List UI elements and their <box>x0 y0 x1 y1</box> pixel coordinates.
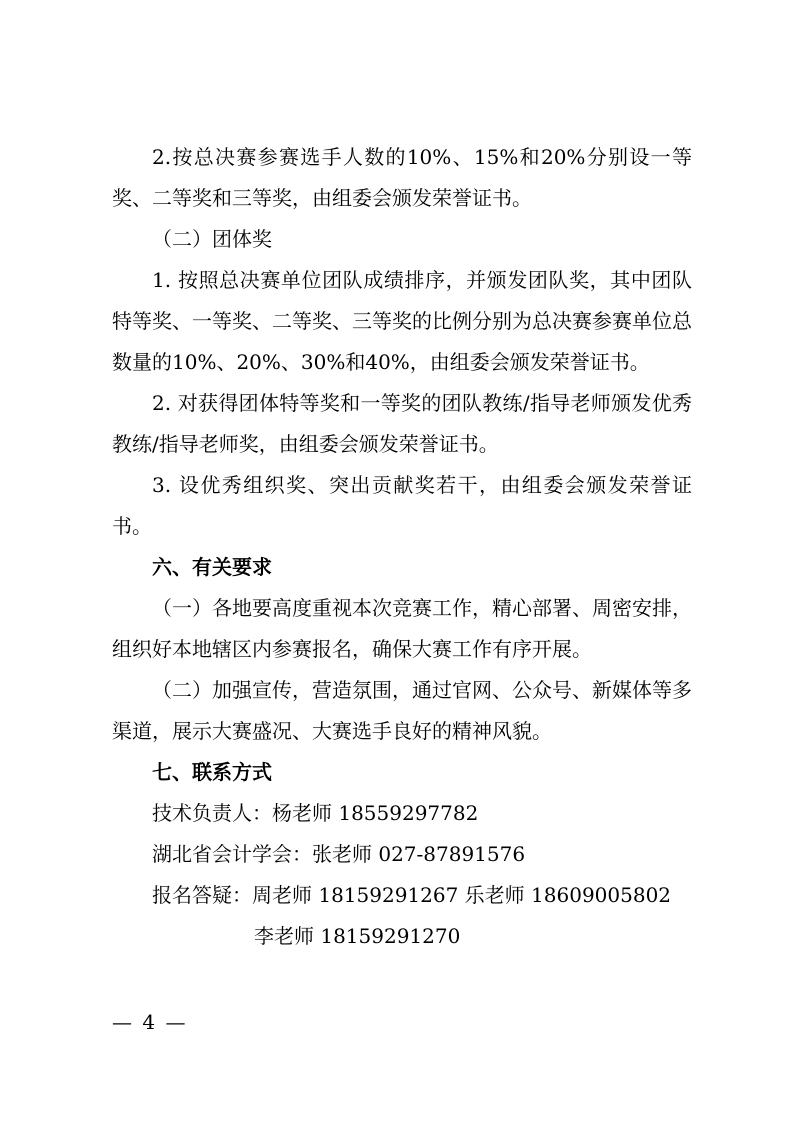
requirement-paragraph: （二）加强宣传，营造氛围，通过官网、公众号、新媒体等多渠道，展示大赛盛况、大赛选手良好的精神风貌。 <box>112 678 692 743</box>
award-paragraph: 2.按总决赛参赛选手人数的10%、15%和20%分别设一等奖、二等奖和三等奖，由组委会颁发荣誉证书。 <box>112 145 692 210</box>
contact-line: 技术负责人：杨老师 18559297782 <box>152 801 479 825</box>
contact-line-continuation: 李老师 18159291270 <box>254 924 461 948</box>
document-body <box>112 137 692 957</box>
requirement-paragraph: （一）各地要高度重视本次竞赛工作，精心部署、周密安排，组织好本地辖区内参赛报名，确保大赛工作有序开展。 <box>112 596 692 661</box>
team-award-paragraph: 1. 按照总决赛单位团队成绩排序，并颁发团队奖，其中团队特等奖、一等奖、二等奖、三等奖的比例分别为总决赛参赛单位总数量的10%、20%、30%和40%，由组委会颁发荣誉证书。 <box>112 268 692 374</box>
page-number: — 4 — <box>112 1010 188 1034</box>
coach-award-paragraph: 2. 对获得团体特等奖和一等奖的团队教练/指导老师颁发优秀教练/指导老师奖，由组委会颁发荣誉证书。 <box>112 391 692 456</box>
section-heading-requirements: 六、有关要求 <box>152 555 272 579</box>
contact-line: 报名答疑：周老师 18159291267 乐老师 18609005802 <box>152 883 672 907</box>
contact-line: 湖北省会计学会：张老师 027-87891576 <box>152 842 526 866</box>
section-heading-contacts: 七、联系方式 <box>152 760 272 784</box>
organization-award-paragraph: 3. 设优秀组织奖、突出贡献奖若干，由组委会颁发荣誉证书。 <box>112 473 692 538</box>
team-award-subheading: （二）团体奖 <box>152 227 272 251</box>
